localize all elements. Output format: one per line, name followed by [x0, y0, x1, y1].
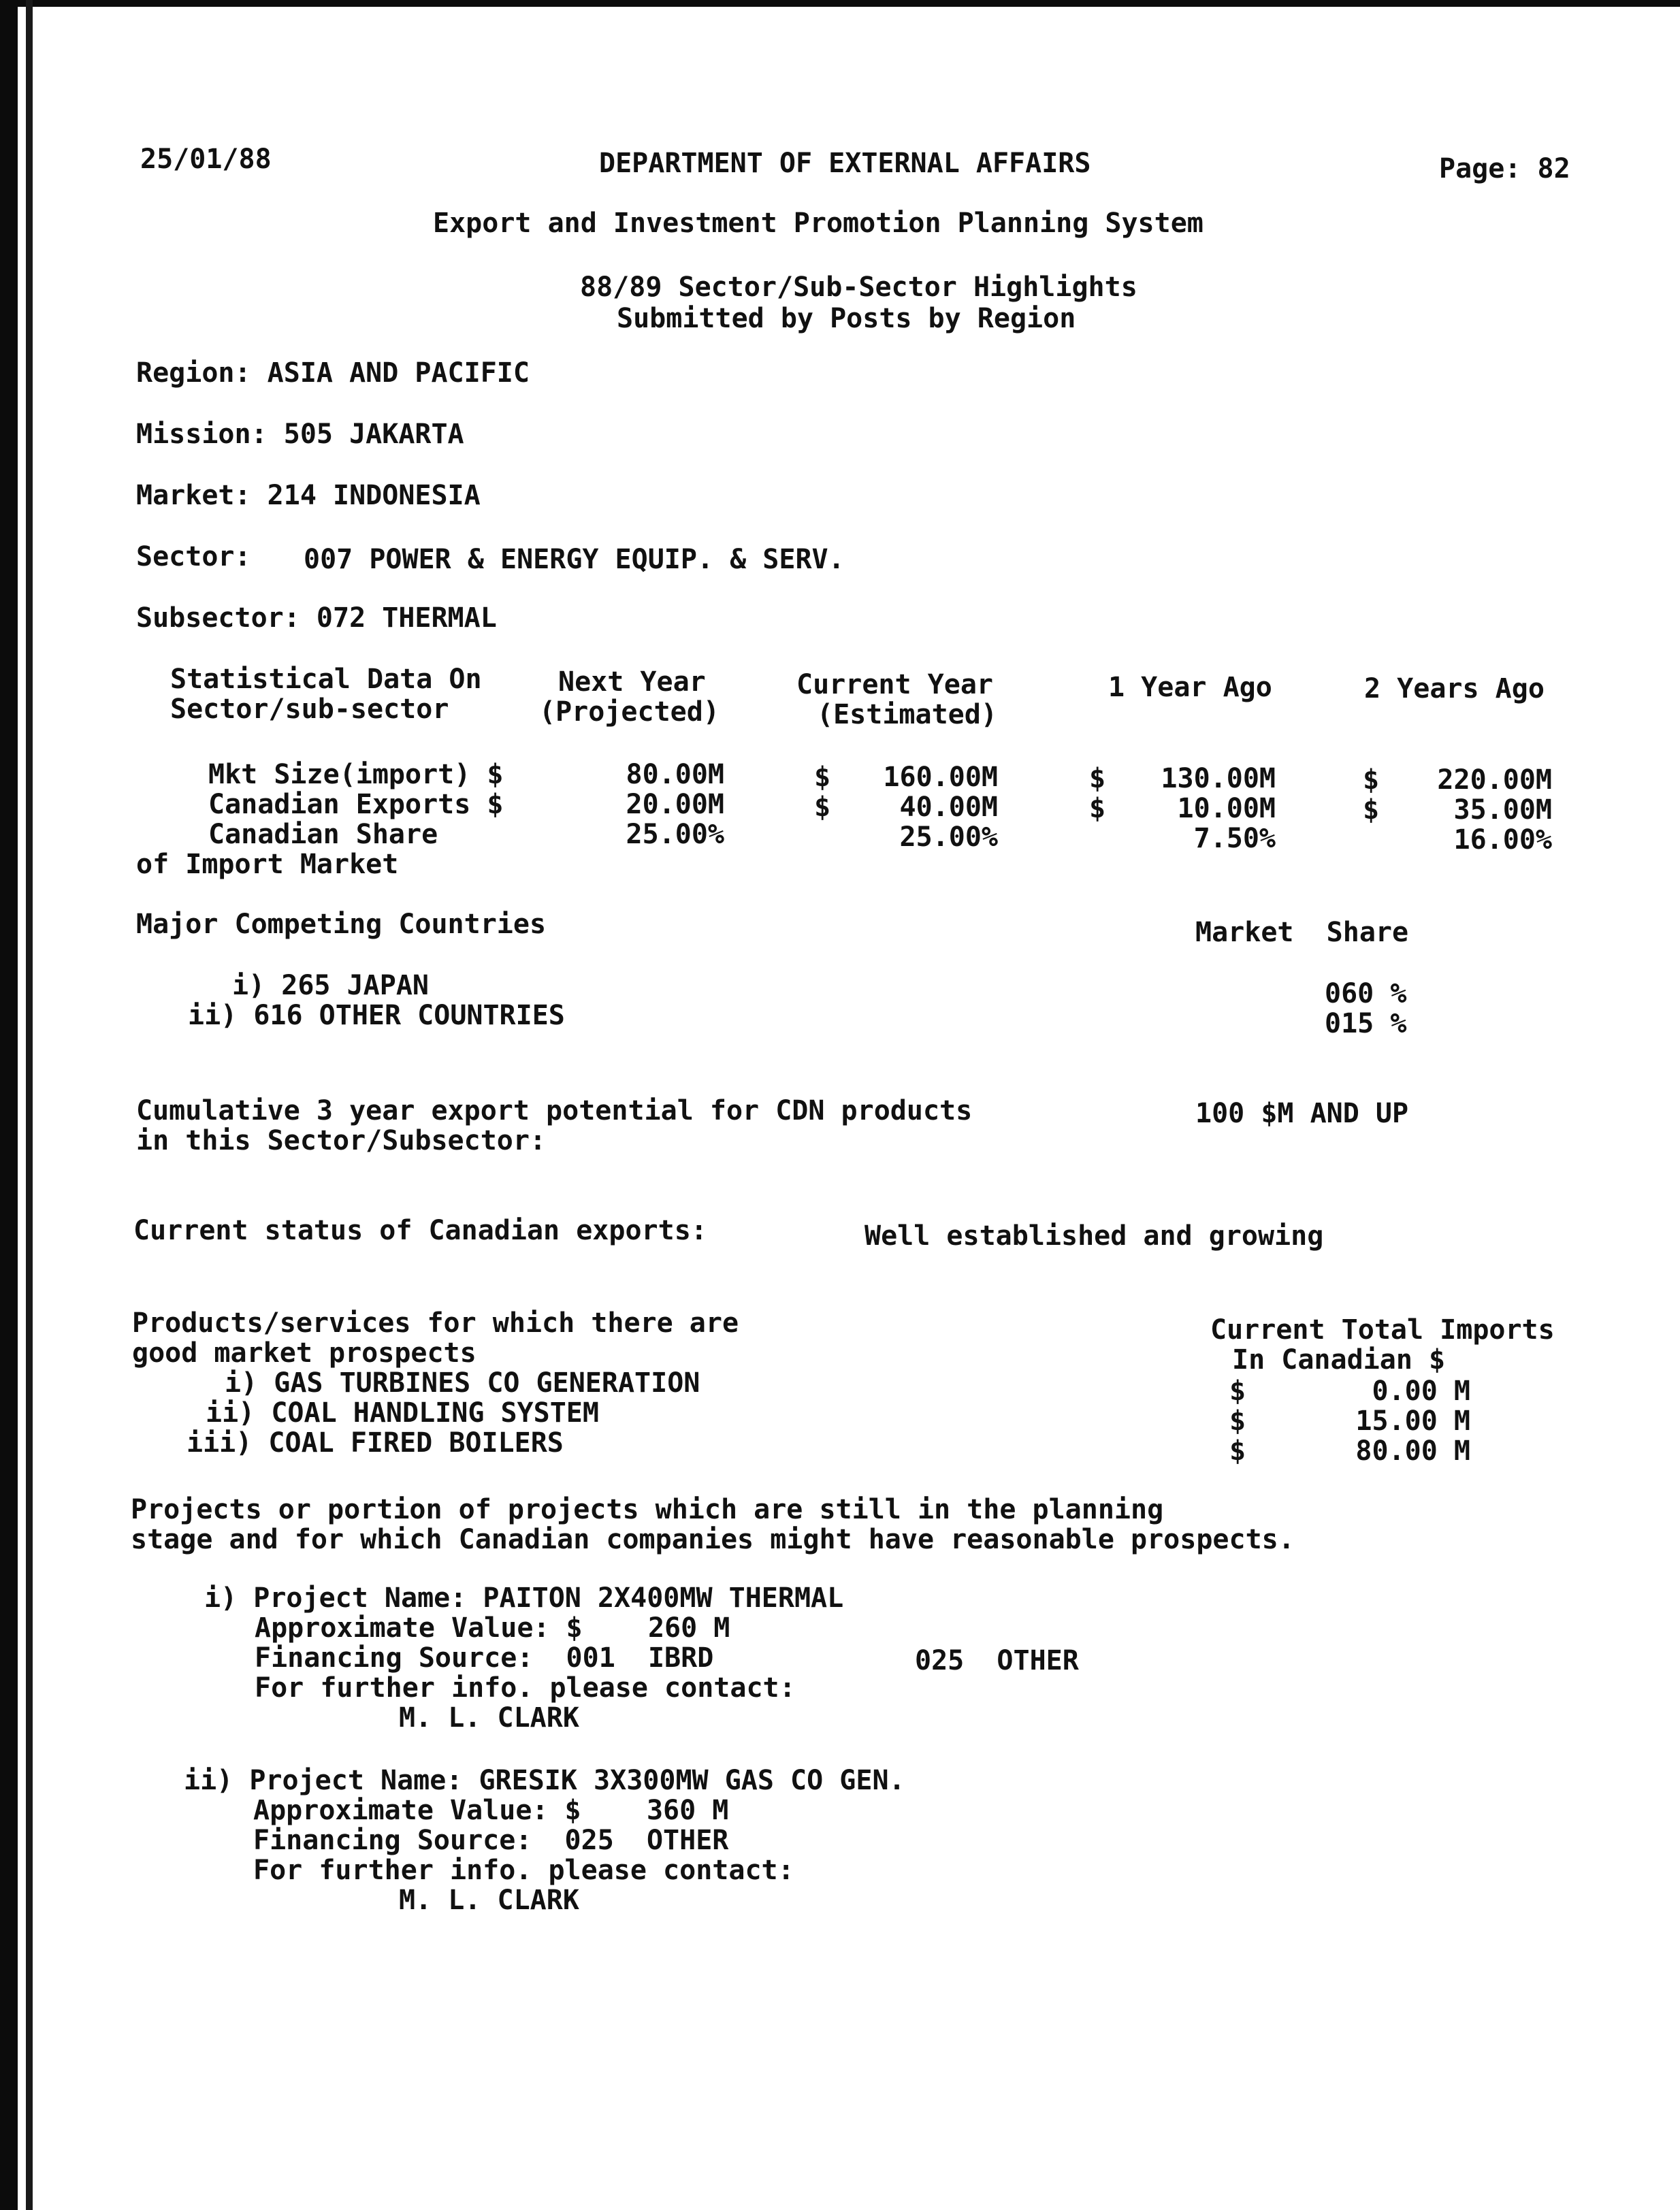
stats-next-value: 20.00M [626, 789, 724, 820]
stats-heading-2: Sector/sub-sector [170, 694, 449, 725]
potential-line-2: in this Sector/Subsector: [136, 1125, 547, 1156]
product-import-symbol: $ [1229, 1405, 1246, 1437]
stats-2ago-value: 16.00% [1453, 824, 1552, 856]
imports-heading-1: Current Total Imports [1210, 1314, 1555, 1346]
stats-next-value: 25.00% [626, 819, 724, 850]
project-contact: M. L. CLARK [399, 1885, 579, 1916]
potential-value: 100 $M AND UP [1195, 1098, 1409, 1129]
project-name: ii) Project Name: GRESIK 3X300MW GAS CO GEN. [184, 1765, 905, 1796]
stats-1ago-symbol: $ [1089, 793, 1106, 824]
mission-line: Mission: 505 JAKARTA [136, 419, 464, 450]
products-line-2: good market prospects [132, 1337, 476, 1369]
competitor-share: 060 % [1325, 978, 1407, 1009]
market-share-heading: Market Share [1195, 917, 1409, 948]
highlights-title: 88/89 Sector/Sub-Sector Highlights [580, 272, 1137, 303]
stats-1ago-value: 130.00M [1161, 763, 1276, 794]
col-projected: (Projected) [539, 696, 720, 728]
product-import-symbol: $ [1229, 1435, 1246, 1467]
status-value: Well established and growing [865, 1220, 1324, 1252]
imports-heading-2: In Canadian $ [1232, 1344, 1446, 1376]
stats-current-symbol: $ [814, 792, 831, 823]
projects-intro-2: stage and for which Canadian companies might have reasonable prospects. [131, 1524, 1295, 1555]
stats-2ago-symbol: $ [1363, 764, 1380, 796]
col-current-year: Current Year [796, 669, 993, 700]
product-item: i) GAS TURBINES CO GENERATION [225, 1367, 700, 1399]
stats-current-value: 25.00% [899, 822, 998, 853]
col-1-year-ago: 1 Year Ago [1108, 672, 1272, 703]
projects-intro-1: Projects or portion of projects which are still in the planning [131, 1494, 1164, 1525]
project-financing: Financing Source: 025 OTHER [253, 1825, 729, 1856]
col-next-year: Next Year [558, 666, 706, 698]
products-line-1: Products/services for which there are [132, 1307, 739, 1339]
col-estimated: (Estimated) [817, 699, 997, 730]
stats-1ago-symbol: $ [1089, 763, 1106, 794]
stats-row-label: Mkt Size(import) $ [208, 759, 504, 790]
stats-current-symbol: $ [814, 762, 831, 793]
stats-row-label: Canadian Share [208, 819, 438, 850]
stats-2ago-symbol: $ [1363, 794, 1380, 826]
project-contact-label: For further info. please contact: [253, 1855, 794, 1886]
subsector-line: Subsector: 072 THERMAL [136, 602, 497, 634]
stats-2ago-value: 220.00M [1437, 764, 1552, 796]
sector-value: 007 POWER & ENERGY EQUIP. & SERV. [304, 544, 845, 575]
stats-next-value: 80.00M [626, 759, 724, 790]
project-financing: Financing Source: 001 IBRD [255, 1642, 714, 1674]
product-import-value: 15.00 M [1355, 1405, 1470, 1437]
page-number: Page: 82 [1439, 153, 1570, 184]
project-contact-label: For further info. please contact: [255, 1672, 796, 1704]
stats-current-value: 160.00M [883, 762, 998, 793]
competitors-heading: Major Competing Countries [136, 909, 547, 940]
system-title: Export and Investment Promotion Planning System [433, 208, 1204, 239]
region-line: Region: ASIA AND PACIFIC [136, 357, 530, 389]
project-financing-2: 025 OTHER [915, 1645, 1079, 1676]
competitor-share: 015 % [1325, 1008, 1407, 1039]
product-import-value: 0.00 M [1372, 1376, 1470, 1407]
stats-1ago-value: 10.00M [1177, 793, 1276, 824]
stats-1ago-value: 7.50% [1193, 823, 1276, 854]
submitted-by: Submitted by Posts by Region [617, 303, 1076, 334]
scan-left-edge [0, 0, 18, 2210]
scan-left-edge-inner [26, 0, 33, 2210]
stats-heading-1: Statistical Data On [170, 664, 482, 695]
potential-line-1: Cumulative 3 year export potential for CDN products [136, 1095, 973, 1126]
product-item: ii) COAL HANDLING SYSTEM [206, 1397, 599, 1429]
col-2-years-ago: 2 Years Ago [1364, 673, 1545, 704]
project-contact: M. L. CLARK [399, 1702, 579, 1734]
stats-current-value: 40.00M [899, 792, 998, 823]
competitor-item: ii) 616 OTHER COUNTRIES [188, 1000, 565, 1031]
market-line: Market: 214 INDONESIA [136, 480, 481, 511]
report-date: 25/01/88 [140, 144, 272, 175]
project-name: i) Project Name: PAITON 2X400MW THERMAL [204, 1582, 844, 1614]
stats-2ago-value: 35.00M [1453, 794, 1552, 826]
product-item: iii) COAL FIRED BOILERS [187, 1427, 564, 1459]
sector-label: Sector: [136, 541, 251, 572]
stats-row-label: Canadian Exports $ [208, 789, 504, 820]
project-value: Approximate Value: $ 260 M [255, 1612, 730, 1644]
project-value: Approximate Value: $ 360 M [253, 1795, 729, 1826]
stats-share-suffix: of Import Market [136, 849, 399, 880]
product-import-value: 80.00 M [1355, 1435, 1470, 1467]
department-title: DEPARTMENT OF EXTERNAL AFFAIRS [599, 148, 1091, 179]
scan-top-edge [0, 0, 1680, 7]
status-label: Current status of Canadian exports: [133, 1215, 707, 1246]
product-import-symbol: $ [1229, 1376, 1246, 1407]
competitor-item: i) 265 JAPAN [232, 970, 429, 1001]
